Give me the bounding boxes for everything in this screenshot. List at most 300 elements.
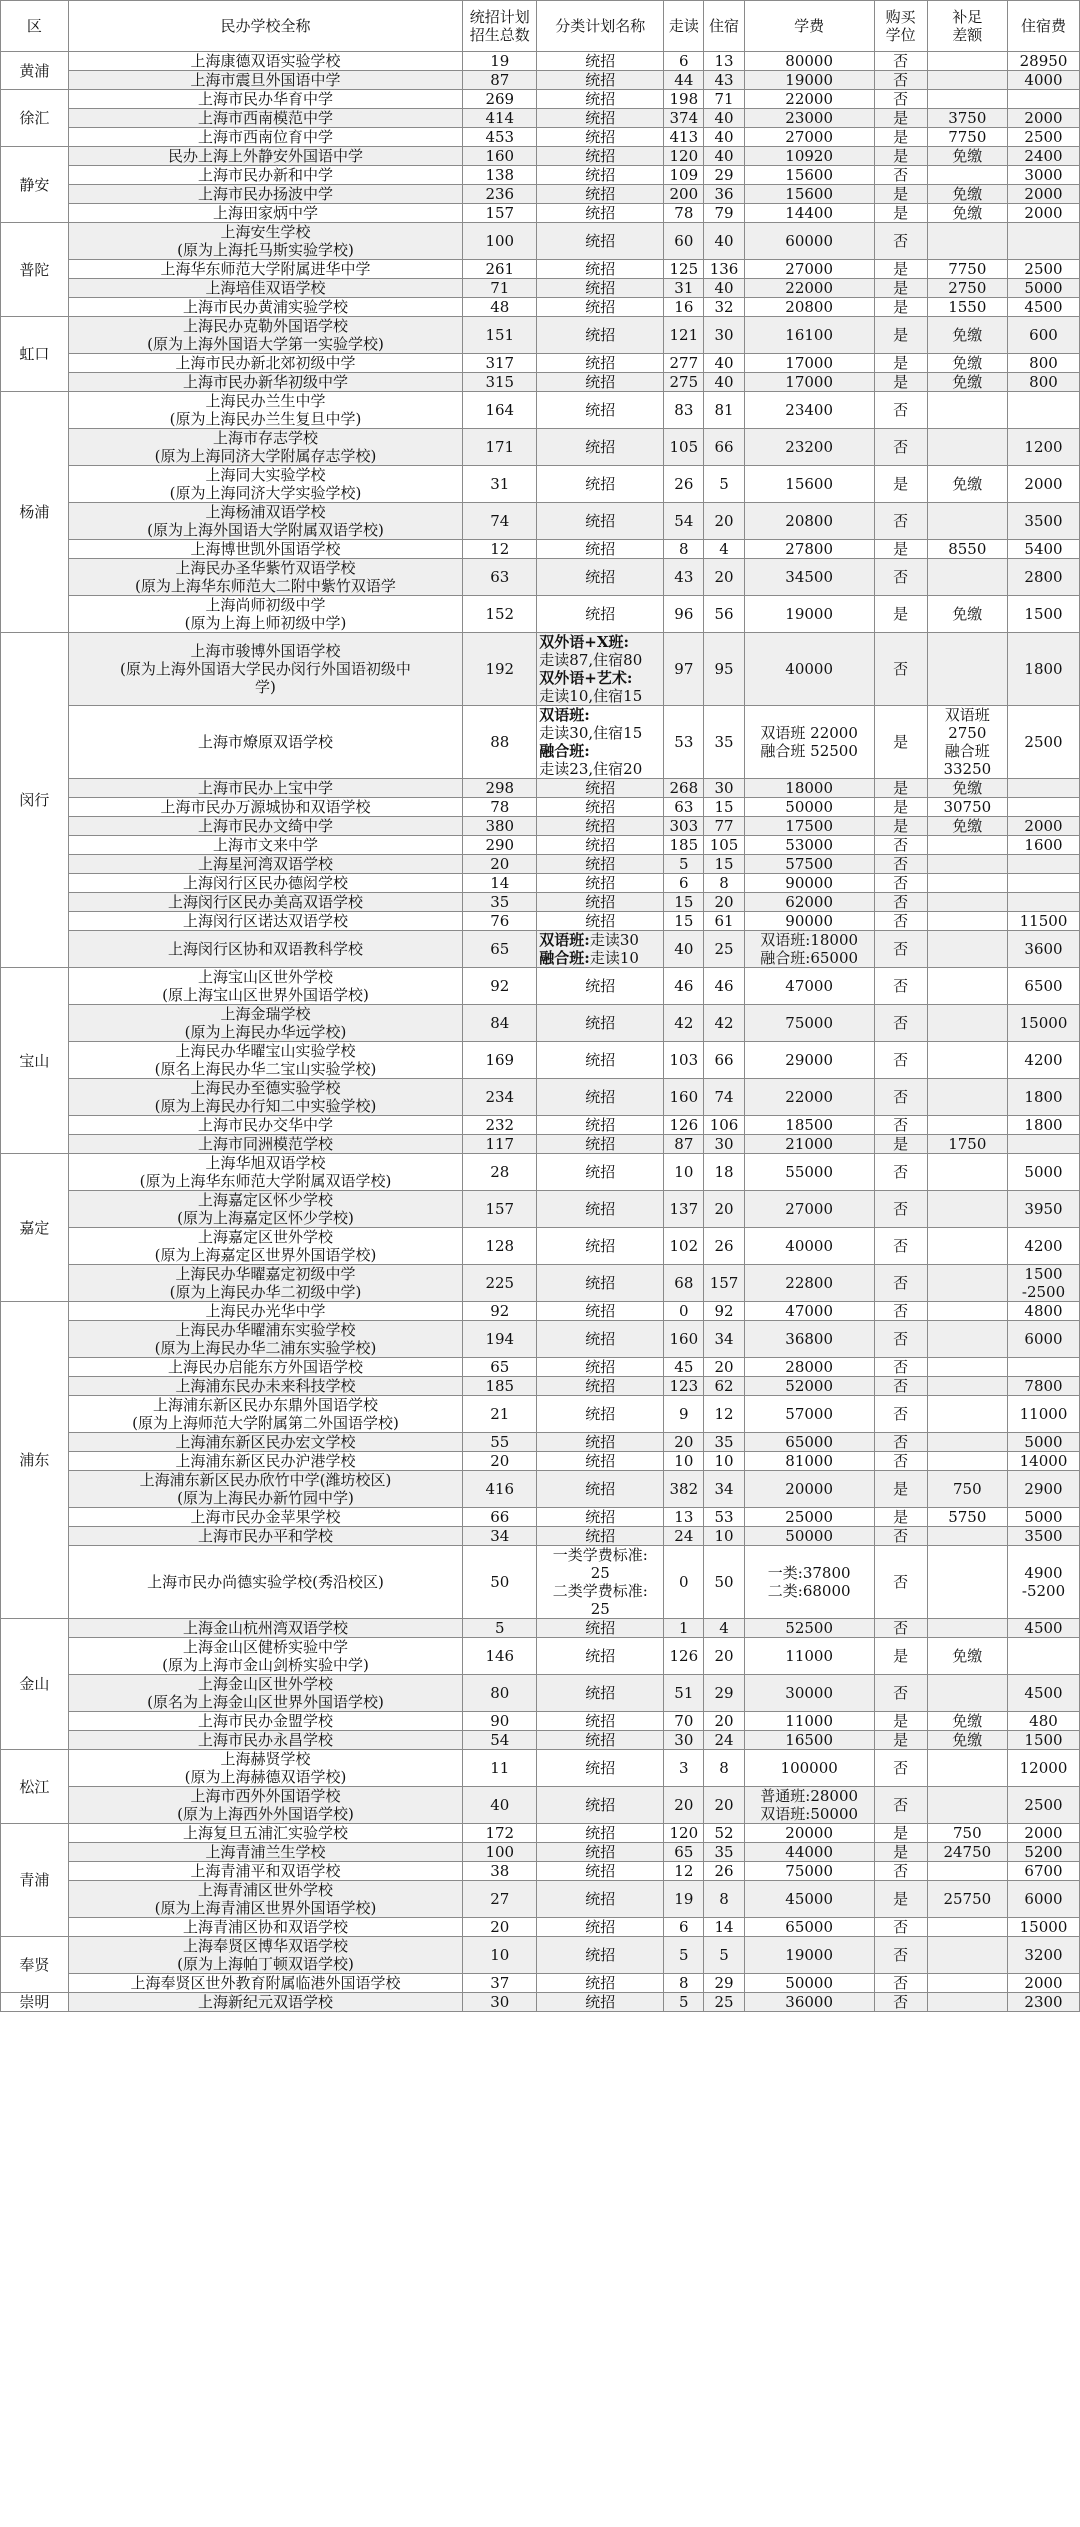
fee-cell: 16500 <box>744 1731 874 1750</box>
diff-cell <box>927 429 1007 466</box>
lodging-cell <box>1008 874 1080 893</box>
diff-cell: 24750 <box>927 1843 1007 1862</box>
board-cell: 81 <box>704 392 744 429</box>
buy-cell: 否 <box>874 1265 927 1302</box>
day-cell: 63 <box>664 798 704 817</box>
plan-line <box>539 687 661 705</box>
day-cell: 42 <box>664 1005 704 1042</box>
day-cell: 160 <box>664 1321 704 1358</box>
plan-cell: 统招 <box>537 223 664 260</box>
district-cell: 虹口 <box>1 317 69 392</box>
school-name: 上海闵行区诺达双语学校 <box>182 912 348 930</box>
day-cell: 19 <box>664 1881 704 1918</box>
lodging-cell <box>1008 779 1080 798</box>
diff-cell <box>927 1396 1007 1433</box>
diff-cell: 30750 <box>927 798 1007 817</box>
buy-cell: 否 <box>874 1787 927 1824</box>
buy-cell: 是 <box>874 204 927 223</box>
fee-cell: 50000 <box>744 798 874 817</box>
plan-cell: 统招 <box>537 1638 664 1675</box>
school-name-cell <box>68 912 463 931</box>
total-cell: 10 <box>463 1937 537 1974</box>
board-cell: 74 <box>704 1079 744 1116</box>
fee-cell: 27000 <box>744 128 874 147</box>
table-row <box>1 1508 1080 1527</box>
fee-cell <box>744 1546 874 1619</box>
day-cell: 96 <box>664 596 704 633</box>
buy-cell: 否 <box>874 1154 927 1191</box>
school-name: 上海市西南位育中学 <box>197 128 333 146</box>
plan-cell: 统招 <box>537 1881 664 1918</box>
diff-cell <box>927 1974 1007 1993</box>
table-row <box>1 855 1080 874</box>
lodging-cell: 2400 <box>1008 147 1080 166</box>
board-cell: 15 <box>704 855 744 874</box>
school-former-name: (原上海宝山区世界外国语学校) <box>162 986 369 1004</box>
day-cell: 70 <box>664 1712 704 1731</box>
plan-cell: 统招 <box>537 392 664 429</box>
buy-cell: 否 <box>874 931 927 968</box>
day-cell: 9 <box>664 1396 704 1433</box>
school-name-cell <box>68 223 463 260</box>
day-cell: 1 <box>664 1619 704 1638</box>
school-name: 上海市民办上宝中学 <box>197 779 333 797</box>
diff-cell: 免缴 <box>927 185 1007 204</box>
fee-cell: 47000 <box>744 968 874 1005</box>
diff-cell <box>927 392 1007 429</box>
school-name-cell <box>68 1862 463 1881</box>
header-row <box>1 1 1080 52</box>
day-cell: 303 <box>664 817 704 836</box>
total-cell: 92 <box>463 1302 537 1321</box>
diff-cell: 1750 <box>927 1135 1007 1154</box>
board-cell: 77 <box>704 817 744 836</box>
lodging-cell: 1800 <box>1008 1116 1080 1135</box>
school-name-cell <box>68 893 463 912</box>
fee-cell <box>744 931 874 968</box>
table-row <box>1 128 1080 147</box>
plan-cell: 统招 <box>537 968 664 1005</box>
plan-cell: 统招 <box>537 1358 664 1377</box>
fee-cell: 15600 <box>744 185 874 204</box>
diff-cell <box>927 1265 1007 1302</box>
total-cell: 138 <box>463 166 537 185</box>
total-cell: 290 <box>463 836 537 855</box>
table-row <box>1 874 1080 893</box>
day-cell: 105 <box>664 429 704 466</box>
school-name: 上海市骏博外国语学校 <box>190 642 341 660</box>
fee-cell: 10920 <box>744 147 874 166</box>
board-cell: 30 <box>704 317 744 354</box>
lodging-cell: 15000 <box>1008 1918 1080 1937</box>
day-cell: 60 <box>664 223 704 260</box>
plan-cell: 统招 <box>537 71 664 90</box>
buy-cell: 是 <box>874 1471 927 1508</box>
diff-cell <box>927 223 1007 260</box>
plan-cell: 统招 <box>537 1993 664 2012</box>
school-name-cell <box>68 540 463 559</box>
total-cell: 164 <box>463 392 537 429</box>
lodging-cell: 800 <box>1008 354 1080 373</box>
buy-cell: 是 <box>874 109 927 128</box>
board-cell: 25 <box>704 931 744 968</box>
plan-line: 25 <box>590 1600 610 1618</box>
fee-cell: 18500 <box>744 1116 874 1135</box>
total-cell: 27 <box>463 1881 537 1918</box>
header-board: 住宿 <box>704 1 744 52</box>
school-name: 上海田家炳中学 <box>212 204 318 222</box>
table-row <box>1 1862 1080 1881</box>
diff-cell <box>927 1619 1007 1638</box>
day-cell: 6 <box>664 1918 704 1937</box>
board-cell: 20 <box>704 1787 744 1824</box>
school-former-name: (原为上海青浦区世界外国语学校) <box>154 1899 377 1917</box>
buy-cell: 否 <box>874 1377 927 1396</box>
board-cell: 8 <box>704 1881 744 1918</box>
total-cell: 21 <box>463 1396 537 1433</box>
header-buy-label: 购买学位 <box>885 8 916 44</box>
fee-line: 一类:37800 <box>767 1564 851 1582</box>
fee-cell: 23400 <box>744 392 874 429</box>
school-name: 上海民办圣华紫竹双语学校 <box>175 559 356 577</box>
fee-cell: 27000 <box>744 260 874 279</box>
diff-cell: 25750 <box>927 1881 1007 1918</box>
plan-line <box>539 949 661 967</box>
total-cell: 88 <box>463 706 537 779</box>
board-cell: 40 <box>704 354 744 373</box>
fee-line: 二类:68000 <box>767 1582 851 1600</box>
plan-cell: 统招 <box>537 893 664 912</box>
school-name: 上海市民办华育中学 <box>197 90 333 108</box>
plan-line <box>539 633 661 651</box>
school-name-cell <box>68 392 463 429</box>
table-row <box>1 1843 1080 1862</box>
board-cell: 34 <box>704 1321 744 1358</box>
school-former-name: (原为上海外国语大学第一实验学校) <box>147 335 384 353</box>
board-cell: 62 <box>704 1377 744 1396</box>
school-name-cell <box>68 1787 463 1824</box>
plan-cell: 统招 <box>537 52 664 71</box>
board-cell: 40 <box>704 147 744 166</box>
board-cell: 18 <box>704 1154 744 1191</box>
school-name-cell <box>68 874 463 893</box>
buy-cell: 是 <box>874 373 927 392</box>
table-row <box>1 1638 1080 1675</box>
diff-cell: 2750 <box>927 279 1007 298</box>
lodging-cell <box>1008 855 1080 874</box>
total-cell: 19 <box>463 52 537 71</box>
buy-cell: 是 <box>874 1508 927 1527</box>
fee-line: 双语班:18000 <box>760 931 859 949</box>
lodging-cell: 1800 <box>1008 1079 1080 1116</box>
fee-cell: 19000 <box>744 596 874 633</box>
school-name-cell <box>68 128 463 147</box>
plan-class-label: 融合班: <box>539 949 590 967</box>
day-cell: 275 <box>664 373 704 392</box>
day-cell: 65 <box>664 1843 704 1862</box>
fee-cell: 20800 <box>744 298 874 317</box>
total-cell: 20 <box>463 1452 537 1471</box>
plan-cell: 统招 <box>537 1750 664 1787</box>
board-cell: 92 <box>704 1302 744 1321</box>
school-name: 上海市同洲模范学校 <box>197 1135 333 1153</box>
fee-cell: 75000 <box>744 1862 874 1881</box>
school-name: 上海市民办金盟学校 <box>197 1712 333 1730</box>
fee-cell: 52000 <box>744 1377 874 1396</box>
day-cell: 8 <box>664 1974 704 1993</box>
plan-cell: 统招 <box>537 429 664 466</box>
table-row <box>1 1731 1080 1750</box>
diff-cell <box>927 1546 1007 1619</box>
buy-cell: 否 <box>874 166 927 185</box>
buy-cell: 否 <box>874 559 927 596</box>
diff-cell <box>927 1191 1007 1228</box>
diff-cell <box>927 912 1007 931</box>
header-lodging: 住宿费 <box>1008 1 1080 52</box>
plan-cell: 统招 <box>537 260 664 279</box>
lodging-line: 4900 <box>1024 1564 1063 1582</box>
plan-cell <box>537 706 664 779</box>
total-cell: 315 <box>463 373 537 392</box>
school-name-cell <box>68 52 463 71</box>
fee-cell: 17500 <box>744 817 874 836</box>
total-cell: 76 <box>463 912 537 931</box>
total-cell: 71 <box>463 279 537 298</box>
table-row <box>1 779 1080 798</box>
school-name: 上海市民办黄浦实验学校 <box>182 298 348 316</box>
school-name: 上海闵行区协和双语教科学校 <box>167 940 363 958</box>
plan-cell: 统招 <box>537 1675 664 1712</box>
lodging-cell: 3500 <box>1008 503 1080 540</box>
school-name-cell <box>68 1731 463 1750</box>
school-name-cell <box>68 1527 463 1546</box>
diff-cell <box>927 855 1007 874</box>
plan-cell: 统招 <box>537 1824 664 1843</box>
header-diff <box>927 1 1007 52</box>
lodging-cell: 2500 <box>1008 128 1080 147</box>
total-cell: 146 <box>463 1638 537 1675</box>
buy-cell: 是 <box>874 1881 927 1918</box>
buy-cell: 否 <box>874 1750 927 1787</box>
diff-cell <box>927 503 1007 540</box>
fee-cell: 20000 <box>744 1824 874 1843</box>
school-name: 上海星河湾双语学校 <box>197 855 333 873</box>
table-row <box>1 1005 1080 1042</box>
plan-cell: 统招 <box>537 1265 664 1302</box>
plan-class-label: 融合班: <box>539 742 590 760</box>
school-name: 上海民办华曜宝山实验学校 <box>175 1042 356 1060</box>
day-cell: 16 <box>664 298 704 317</box>
lodging-cell: 2000 <box>1008 466 1080 503</box>
buy-cell: 是 <box>874 279 927 298</box>
plan-cell: 统招 <box>537 1471 664 1508</box>
buy-cell: 否 <box>874 1675 927 1712</box>
plan-cell: 统招 <box>537 298 664 317</box>
lodging-cell: 1800 <box>1008 633 1080 706</box>
table-row <box>1 1750 1080 1787</box>
school-name: 上海市民办文绮中学 <box>197 817 333 835</box>
school-name-cell <box>68 1638 463 1675</box>
fee-cell: 34500 <box>744 559 874 596</box>
plan-cell: 统招 <box>537 540 664 559</box>
buy-cell: 否 <box>874 874 927 893</box>
day-cell: 15 <box>664 912 704 931</box>
table-row <box>1 931 1080 968</box>
total-cell: 65 <box>463 931 537 968</box>
lodging-cell: 1200 <box>1008 429 1080 466</box>
plan-cell: 统招 <box>537 1228 664 1265</box>
district-cell: 普陀 <box>1 223 69 317</box>
fee-cell: 20000 <box>744 1471 874 1508</box>
lodging-cell: 4500 <box>1008 298 1080 317</box>
school-name: 上海市民办新华初级中学 <box>182 373 348 391</box>
plan-cell: 统招 <box>537 798 664 817</box>
fee-cell: 16100 <box>744 317 874 354</box>
buy-cell: 否 <box>874 1993 927 2012</box>
plan-cell: 统招 <box>537 147 664 166</box>
school-name-cell <box>68 1079 463 1116</box>
fee-cell: 27800 <box>744 540 874 559</box>
buy-cell: 否 <box>874 52 927 71</box>
buy-cell: 是 <box>874 1824 927 1843</box>
table-row <box>1 1154 1080 1191</box>
lodging-cell <box>1008 1546 1080 1619</box>
fee-cell: 60000 <box>744 223 874 260</box>
table-row <box>1 223 1080 260</box>
lodging-line: -5200 <box>1021 1582 1066 1600</box>
board-cell: 4 <box>704 1619 744 1638</box>
diff-cell: 750 <box>927 1824 1007 1843</box>
buy-cell: 是 <box>874 354 927 373</box>
table-row <box>1 373 1080 392</box>
fee-cell: 15600 <box>744 466 874 503</box>
school-name: 上海金山区健桥实验中学 <box>182 1638 348 1656</box>
plan-cell: 统招 <box>537 1527 664 1546</box>
lodging-cell: 3950 <box>1008 1191 1080 1228</box>
diff-cell <box>927 1079 1007 1116</box>
header-fee: 学费 <box>744 1 874 52</box>
table-row <box>1 1377 1080 1396</box>
plan-cell: 统招 <box>537 836 664 855</box>
district-cell: 松江 <box>1 1750 69 1824</box>
school-name-cell <box>68 1452 463 1471</box>
total-cell: 232 <box>463 1116 537 1135</box>
lodging-cell: 4000 <box>1008 71 1080 90</box>
plan-cell: 统招 <box>537 1918 664 1937</box>
buy-cell: 否 <box>874 1079 927 1116</box>
district-cell: 嘉定 <box>1 1154 69 1302</box>
day-cell: 5 <box>664 1993 704 2012</box>
board-cell: 35 <box>704 1433 744 1452</box>
school-name-cell <box>68 71 463 90</box>
school-former-name: (原为上海上师初级中学) <box>184 614 347 632</box>
lodging-cell <box>1008 223 1080 260</box>
lodging-cell: 600 <box>1008 317 1080 354</box>
day-cell: 12 <box>664 1862 704 1881</box>
day-cell: 97 <box>664 633 704 706</box>
school-name-cell <box>68 1974 463 1993</box>
buy-cell: 否 <box>874 503 927 540</box>
buy-cell: 否 <box>874 1619 927 1638</box>
lodging-cell: 4500 <box>1008 1619 1080 1638</box>
fee-cell <box>744 1787 874 1824</box>
table-row <box>1 109 1080 128</box>
plan-line: 25 <box>590 1564 610 1582</box>
table-row <box>1 1358 1080 1377</box>
fee-cell: 50000 <box>744 1527 874 1546</box>
school-name-cell <box>68 260 463 279</box>
school-name: 上海民办华曜嘉定初级中学 <box>175 1265 356 1283</box>
plan-cell: 统招 <box>537 373 664 392</box>
school-name-cell <box>68 109 463 128</box>
district-cell: 闵行 <box>1 633 69 968</box>
board-cell: 106 <box>704 1116 744 1135</box>
day-cell: 87 <box>664 1135 704 1154</box>
total-cell: 14 <box>463 874 537 893</box>
table-row <box>1 1824 1080 1843</box>
diff-cell: 免缴 <box>927 373 1007 392</box>
lodging-cell: 1500 <box>1008 596 1080 633</box>
buy-cell: 是 <box>874 1843 927 1862</box>
table-row <box>1 893 1080 912</box>
board-cell: 34 <box>704 1471 744 1508</box>
table-row <box>1 354 1080 373</box>
table-row <box>1 968 1080 1005</box>
fee-cell: 11000 <box>744 1712 874 1731</box>
school-former-name: (原为上海民办新竹园中学) <box>177 1489 354 1507</box>
plan-class-label: 双语班: <box>539 931 590 949</box>
diff-cell: 免缴 <box>927 317 1007 354</box>
buy-cell: 是 <box>874 317 927 354</box>
fee-cell: 40000 <box>744 633 874 706</box>
buy-cell: 否 <box>874 1116 927 1135</box>
diff-cell: 免缴 <box>927 779 1007 798</box>
plan-cell: 统招 <box>537 1937 664 1974</box>
day-cell: 24 <box>664 1527 704 1546</box>
day-cell: 126 <box>664 1116 704 1135</box>
total-cell: 84 <box>463 1005 537 1042</box>
fee-cell: 21000 <box>744 1135 874 1154</box>
table-row <box>1 147 1080 166</box>
plan-cell: 统招 <box>537 279 664 298</box>
plan-line: 一类学费标准: <box>552 1546 648 1564</box>
school-name: 上海市存志学校 <box>212 429 318 447</box>
school-name: 上海奉贤区博华双语学校 <box>182 1937 348 1955</box>
table-row <box>1 503 1080 540</box>
table-row <box>1 798 1080 817</box>
board-cell: 29 <box>704 1974 744 1993</box>
buy-cell: 否 <box>874 893 927 912</box>
table-row <box>1 429 1080 466</box>
table-row <box>1 1546 1080 1619</box>
total-cell: 90 <box>463 1712 537 1731</box>
plan-cell: 统招 <box>537 596 664 633</box>
district-cell: 静安 <box>1 147 69 223</box>
plan-cell: 统招 <box>537 1079 664 1116</box>
school-former-name: (原为上海市金山剑桥实验中学) <box>162 1656 369 1674</box>
total-cell: 38 <box>463 1862 537 1881</box>
day-cell: 5 <box>664 1937 704 1974</box>
fee-cell: 22800 <box>744 1265 874 1302</box>
lodging-cell: 7800 <box>1008 1377 1080 1396</box>
lodging-cell <box>1008 798 1080 817</box>
board-cell: 43 <box>704 71 744 90</box>
school-name: 上海民办启能东方外国语学校 <box>167 1358 363 1376</box>
buy-cell: 是 <box>874 1638 927 1675</box>
board-cell: 20 <box>704 1191 744 1228</box>
fee-cell: 62000 <box>744 893 874 912</box>
plan-line: 二类学费标准: <box>552 1582 648 1600</box>
